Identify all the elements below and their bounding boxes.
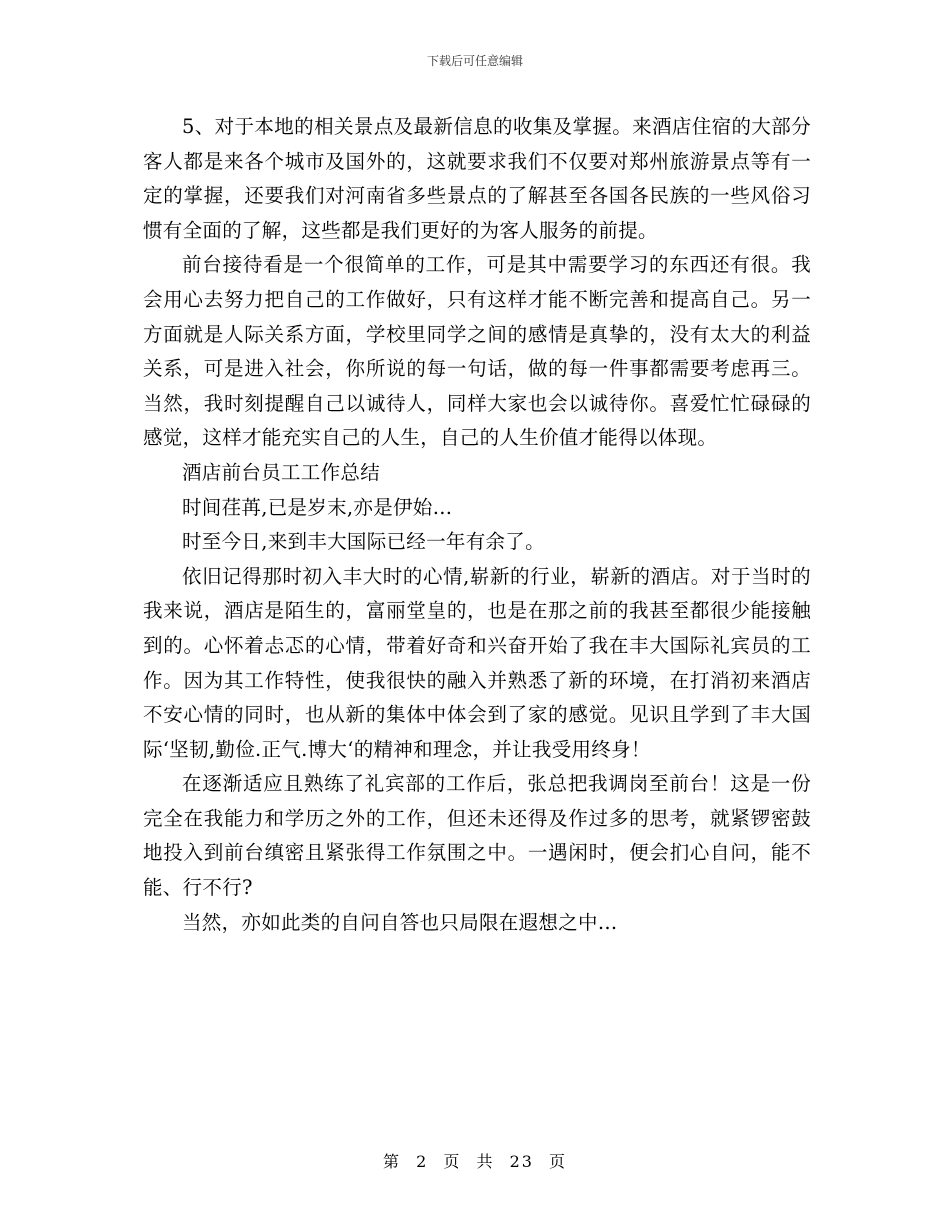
paragraph-front-desk-reflection: 前台接待看是一个很简单的工作，可是其中需要学习的东西还有很。我会用心去努力把自己的工作做好，只有这样才能不断完善和提高自己。另一方面就是人际关系方面，学校里同学之间的感情是真挚的，没有太大的利益关系，可是进入社会，你所说的每一句话，做的每一件事都需要考虑再三。当然，我时刻提醒自己以诚待人，同样大家也会以诚待你。喜爱忙忙碌碌的感觉，这样才能充实自己的人生，自己的人生价值才能得以体现。 bbox=[143, 253, 811, 450]
page-header: 下载后可任意编辑 bbox=[426, 54, 523, 68]
paragraph-scenic-info: 5、对于本地的相关景点及最新信息的收集及掌握。来酒店住宿的大部分客人都是来各个城市及国外的，这就要求我们不仅要对郑州旅游景点等有一定的掌握，还要我们对河南省多些景点的了解甚至各国各民族的一些风俗习惯有全面的了解，这些都是我们更好的为客人服务的前提。 bbox=[143, 115, 811, 242]
footer-total-word: 共 bbox=[476, 1152, 495, 1171]
section-title: 酒店前台员工工作总结 bbox=[182, 460, 381, 484]
paragraph-one-year: 时至今日,来到丰大国际已经一年有余了。 bbox=[182, 530, 545, 554]
paragraph-first-days: 依旧记得那时初入丰大时的心情,崭新的行业，崭新的酒店。对于当时的我来说，酒店是陌生的，富丽堂皇的，也是在那之前的我甚至都很少能接触到的。心怀着忐忑的心情，带着好奇和兴奋开始了我在丰大国际礼宾员的工作。因为其工作特性，使我很快的融入并熟悉了新的环境，在打消初来酒店不安心情的同时，也从新的集体中体会到了家的感觉。见识且学到了丰大国际‘坚韧,勤俭.正气.博大‘的精神和理念，并让我受用终身！ bbox=[143, 564, 811, 761]
paragraph-self-question: 当然，亦如此类的自问自答也只局限在遐想之中… bbox=[182, 910, 618, 934]
footer-prefix: 第 bbox=[382, 1152, 401, 1171]
footer-page-word: 页 bbox=[443, 1152, 462, 1171]
document-body bbox=[143, 110, 811, 940]
paragraph-transfer: 在逐渐适应且熟练了礼宾部的工作后，张总把我调岗至前台！这是一份完全在我能力和学历之外的工作，但还未还得及作过多的思考，就紧锣密鼓地投入到前台缜密且紧张得工作氛围之中。一遇闲时，便会扪心自问，能不能、行不行? bbox=[143, 772, 811, 900]
page-footer bbox=[0, 1152, 950, 1172]
footer-total-pages: 23 bbox=[509, 1152, 534, 1171]
footer-current-page: 2 bbox=[416, 1152, 429, 1171]
paragraph-time-passing: 时间荏苒,已是岁末,亦是伊始… bbox=[182, 495, 453, 519]
footer-suffix: 页 bbox=[549, 1152, 568, 1171]
